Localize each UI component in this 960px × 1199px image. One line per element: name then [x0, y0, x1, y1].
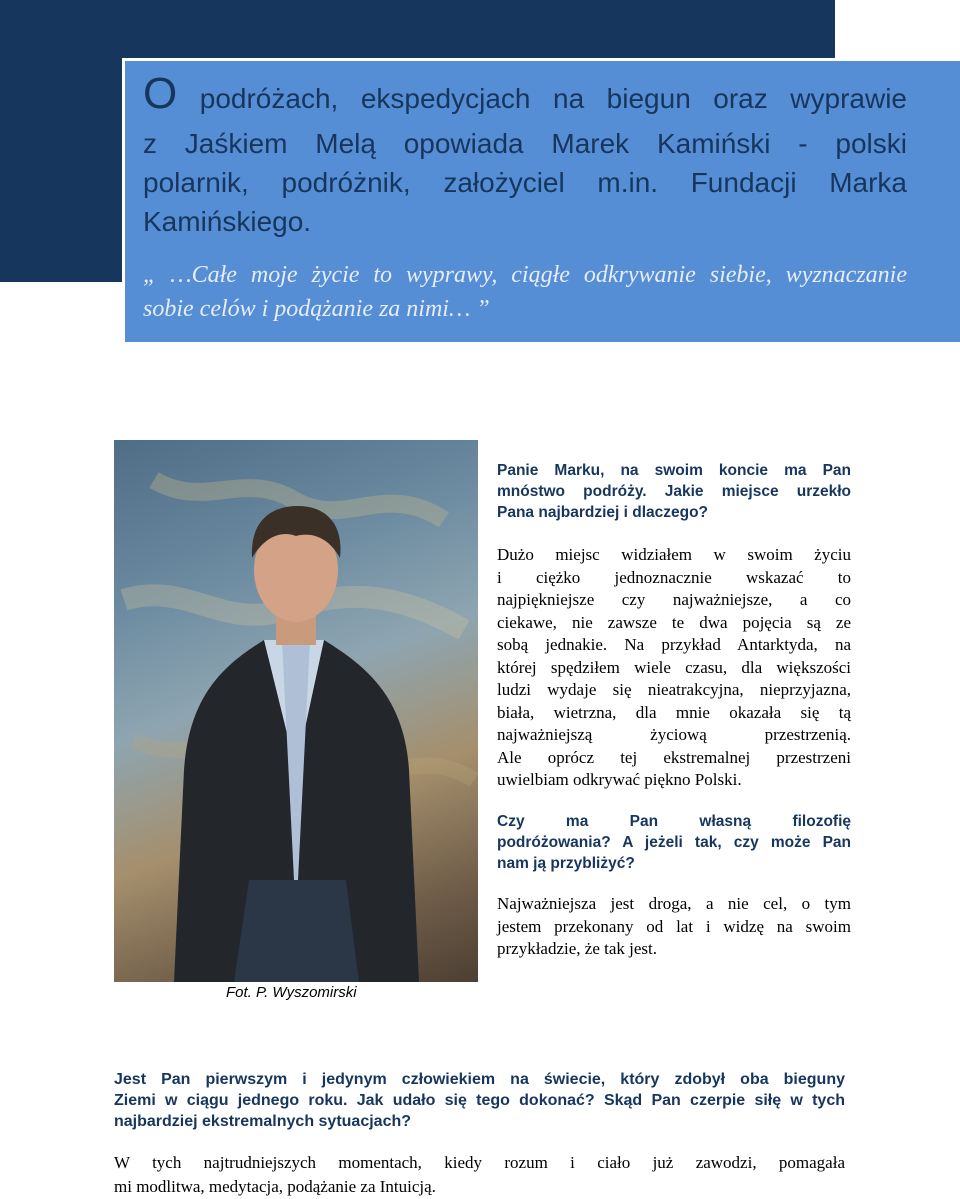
portrait-photo [114, 440, 478, 982]
question-1 [497, 460, 851, 523]
answer-1-line: najpiękniejsze czy najważniejsze, a co [497, 590, 851, 609]
answer-2-line: jestem przekonany od lat i widzę na swoim [497, 916, 851, 936]
header-quote-line-1: „ …Całe moje życie to wyprawy, ciągłe odkrywanie siebie, wyznaczanie [143, 262, 907, 288]
header-intro-line-1 [143, 69, 907, 118]
question-2-line: nam ją przybliżyć? [497, 855, 635, 872]
question-1-line: mnóstwo podróży. Jakie miejsce urzekło [497, 483, 851, 500]
question-3-line: najbardziej ekstremalnych sytuacjach? [114, 1113, 412, 1130]
portrait-illustration [114, 440, 478, 982]
header-quote-line-2: sobie celów i podążanie za nimi… ” [143, 296, 490, 322]
answer-3-line: W tych najtrudniejszych momentach, kiedy rozum i ciało już zawodzi, pomagała [114, 1153, 845, 1172]
header-intro-line-2: z Jaśkiem Melą opowiada Marek Kamiński - polski [143, 128, 907, 159]
header-line-1-text: podróżach, ekspedycjach na biegun oraz wyprawie [199, 83, 907, 114]
answer-1 [497, 544, 851, 792]
header-drop-initial: O [143, 69, 178, 118]
question-2-line: podróżowania? A jeżeli tak, czy może Pan [497, 834, 851, 851]
question-3-line: Jest Pan pierwszym i jedynym człowiekiem na świecie, który zdobył oba bieguny [114, 1071, 845, 1088]
answer-1-line: Dużo miejsc widziałem w swoim życiu [497, 545, 851, 564]
header-intro-line-3: polarnik, podróżnik, założyciel m.in. Fundacji Marka [143, 167, 907, 198]
answer-2-line: przykładzie, że tak jest. [497, 939, 658, 958]
answer-1-line: biała, wietrzna, dla mnie okazała się tą [497, 702, 851, 722]
answer-1-line: Ale oprócz tej ekstremalnej przestrzeni [497, 747, 851, 767]
answer-1-line: uwielbiam odkrywać piękno Polski. [497, 770, 742, 789]
question-1-line: Panie Marku, na swoim koncie ma Pan [497, 462, 851, 479]
question-2-line: Czy ma Pan własną filozofię [497, 813, 851, 830]
question-1-line: Pana najbardziej i dlaczego? [497, 504, 709, 521]
question-3 [114, 1069, 845, 1132]
header-intro-line-4: Kamińskiego. [143, 206, 312, 237]
answer-1-line: i ciężko jednoznacznie wskazać to [497, 567, 851, 587]
answer-2-line: Najważniejsza jest droga, a nie cel, o tym [497, 894, 851, 913]
answer-3-line: mi modlitwa, medytacja, podążanie za Intuicją. [114, 1177, 436, 1196]
answer-1-line: najważniejszą życiową przestrzenią. [497, 725, 851, 744]
question-3-line: Ziemi w ciągu jednego roku. Jak udało się tego dokonać? Skąd Pan czerpie siłę w tych [114, 1092, 845, 1109]
answer-3 [114, 1151, 845, 1199]
question-2 [497, 811, 851, 874]
answer-1-line: sobą jednakie. Na przykład Antarktyda, na [497, 635, 851, 654]
answer-1-line: ciekawe, nie zawsze te dwa pojęcia są ze [497, 612, 851, 632]
photo-caption: Fot. P. Wyszomirski [226, 984, 357, 1001]
answer-2 [497, 893, 851, 961]
answer-1-line: której spędziłem wiele czasu, dla większości [497, 657, 851, 677]
answer-1-line: ludzi wydaje się nieatrakcyjna, nieprzyjazna, [497, 680, 851, 699]
